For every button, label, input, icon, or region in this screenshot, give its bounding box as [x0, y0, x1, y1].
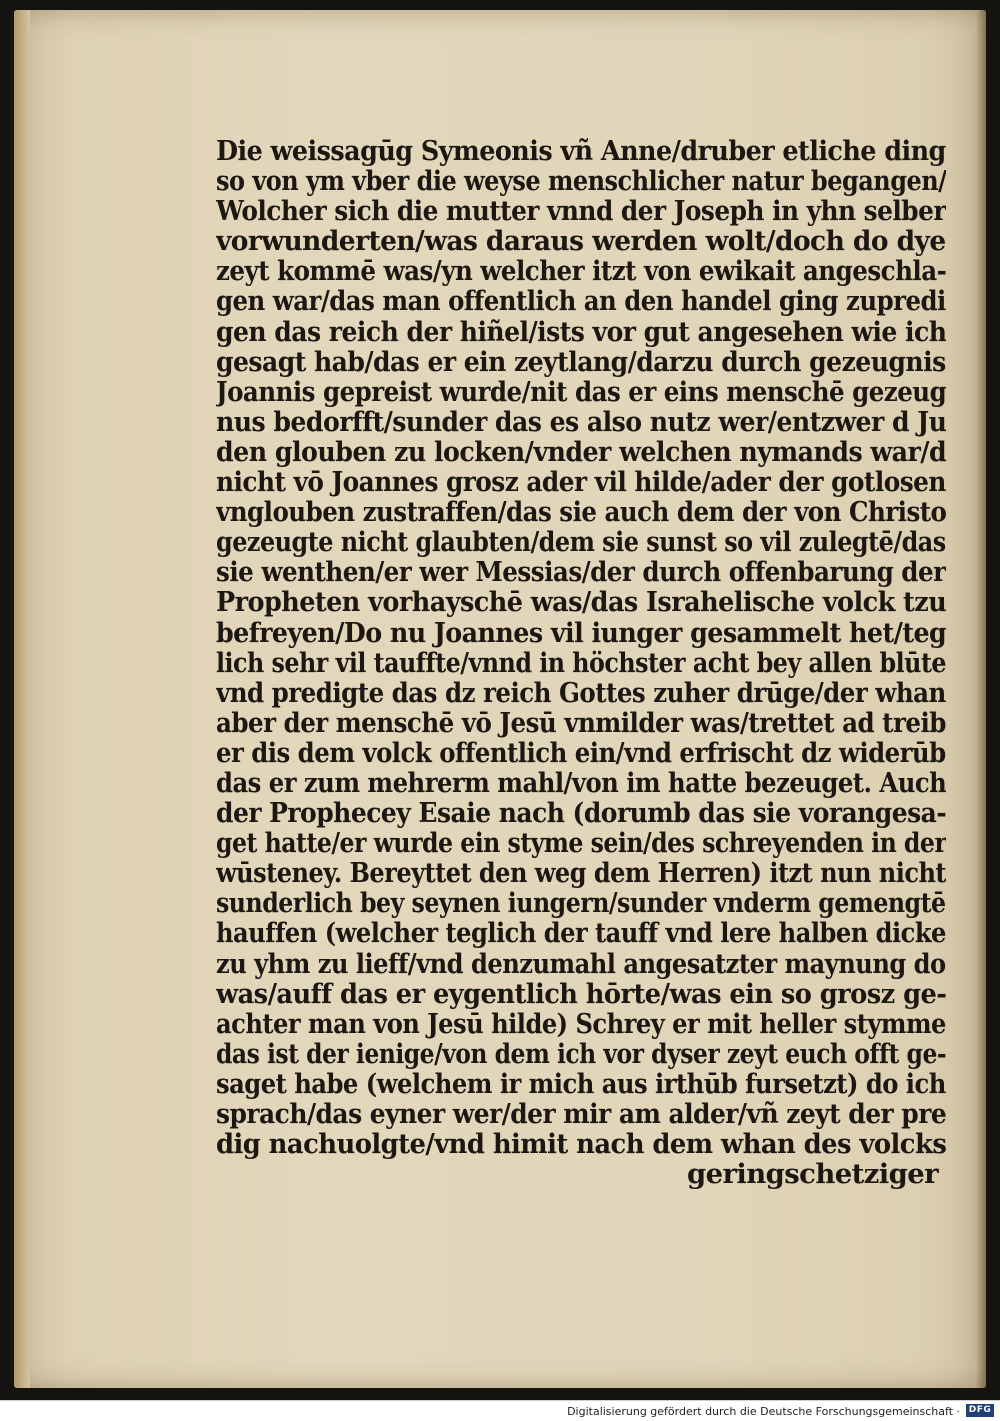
- catchword: geringschetziger: [687, 1158, 938, 1191]
- text-line: zeyt kommē was/yn welcher itzt von ewikait angeschla-: [216, 256, 946, 287]
- text-line: hauffen (welcher teglich der tauff vnd lere halben dicke: [216, 918, 946, 949]
- text-line: wūsteney. Bereyttet den weg dem Herren) itzt nun nicht: [216, 858, 947, 889]
- text-line: gen das reich der hiñel/ists vor gut angesehen wie ich: [216, 316, 946, 347]
- footer-credit-text: Digitalisierung gefördert durch die Deutsche Forschungsgemeinschaft ·: [567, 1405, 960, 1418]
- text-line: vnd predigte das dz reich Gottes zuher drūge/der whan: [216, 677, 946, 708]
- text-line: achter man von Jesū hilde) Schrey er mit heller stymme: [216, 1008, 946, 1039]
- text-line: den glouben zu locken/vnder welchen nymands war/d: [216, 436, 947, 468]
- text-line: befreyen/Do nu Joannes vil iunger gesammelt het/teg: [216, 617, 946, 648]
- digitization-footer: [0, 1400, 1000, 1421]
- blackletter-text-block: [216, 136, 946, 1189]
- page-gutter: [14, 10, 30, 1388]
- text-line: lich sehr vil tauffte/vnnd in höchster acht bey allen blūte: [216, 647, 946, 678]
- text-line: nicht vō Joannes grosz ader vil hilde/ader der gotlosen: [216, 467, 946, 498]
- text-line: zu yhm zu lieff/vnd denzumahl angesatzter maynung do: [216, 948, 946, 979]
- text-line: dig nachuolgte/vnd himit nach dem whan des volcks: [216, 1129, 946, 1160]
- text-line: er dis dem volck offentlich ein/vnd erfrischt dz widerūb: [216, 737, 946, 768]
- text-line: nus bedorfft/sunder das es also nutz wer/entzwer d Ju: [216, 406, 946, 437]
- text-line: Die weissagūg Symeonis vñ Anne/druber etliche ding: [216, 136, 946, 167]
- text-line: sie wenthen/er wer Messias/der durch offenbarung der: [216, 557, 946, 588]
- text-line: saget habe (welchem ir mich aus irthūb fursetzt) do ich: [216, 1068, 946, 1099]
- text-line: sprach/das eyner wer/der mir am alder/vñ zeyt der pre: [216, 1099, 947, 1130]
- text-line: aber der menschē vō Jesū vnmilder was/trettet ad treib: [216, 707, 946, 738]
- text-line: so von ym vber die weyse menschlicher natur begangen/: [216, 166, 946, 197]
- text-line: das ist der ienige/von dem ich vor dyser zeyt euch offt ge-: [216, 1038, 946, 1069]
- text-line: gezeugte nicht glaubten/dem sie sunst so vil zulegtē/das: [216, 527, 946, 558]
- book-page: [14, 10, 986, 1388]
- text-line: was/auff das er eygentlich hōrte/was ein so grosz ge-: [216, 978, 947, 1009]
- text-line: gesagt hab/das er ein zeytlang/darzu durch gezeugnis: [216, 346, 946, 377]
- page-edge-shadow: [976, 10, 986, 1388]
- dfg-logo: DFG: [966, 1404, 994, 1417]
- text-line: vnglouben zustraffen/das sie auch dem der von Christo: [216, 497, 946, 528]
- text-line: gen war/das man offentlich an den handel ging zupredi: [216, 286, 946, 317]
- text-line: das er zum mehrerm mahl/von im hatte bezeuget. Auch: [216, 767, 947, 799]
- text-line: Joannis gepreist wurde/nit das er eins menschē gezeug: [216, 376, 946, 407]
- text-line: Wolcher sich die mutter vnnd der Joseph in yhn selber: [216, 196, 946, 227]
- text-line: Propheten vorhayschē was/das Israhelische volck tzu: [216, 587, 947, 618]
- text-line: vorwunderten/was daraus werden wolt/doch do dye: [216, 226, 946, 257]
- text-line: der Prophecey Esaie nach (dorumb das sie vorangesa-: [216, 798, 946, 829]
- text-line: get hatte/er wurde ein styme sein/des schreyenden in der: [216, 828, 946, 859]
- text-line: sunderlich bey seynen iungern/sunder vnderm gemengtē: [216, 888, 946, 919]
